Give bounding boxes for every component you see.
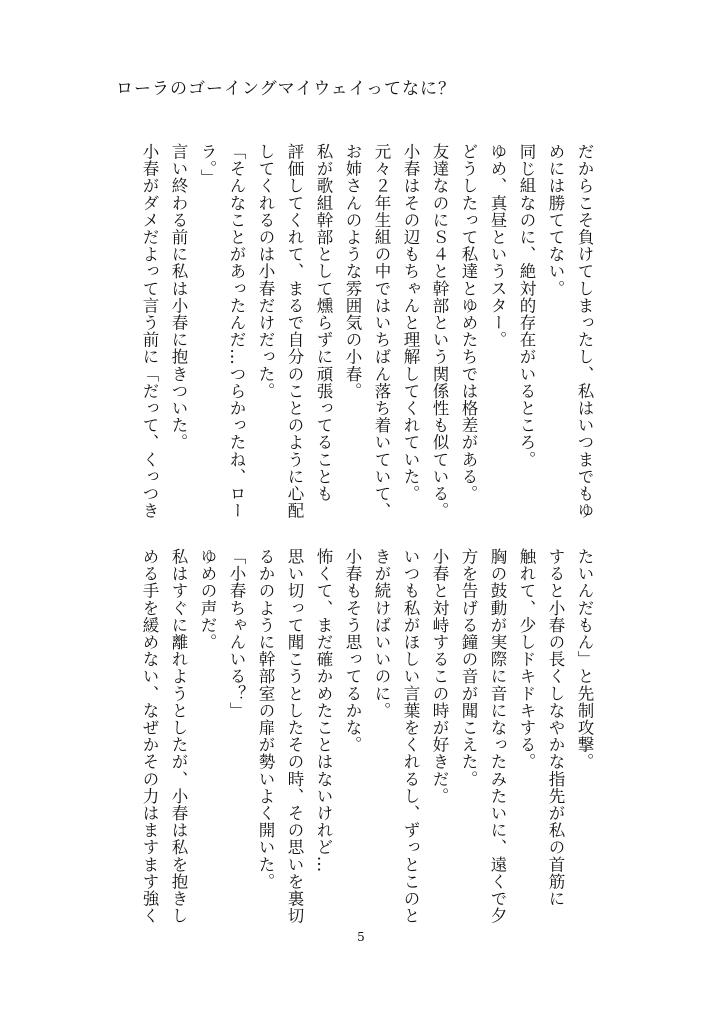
text-column: 触れて、少しドキドキする。 xyxy=(517,548,536,771)
text-column: すると小春の長くしなやかな指先が私の首筋に xyxy=(546,548,565,908)
text-column: お姉さんのような雰囲気の小春。 xyxy=(343,143,362,400)
text-column: ゆめの声だ。 xyxy=(198,548,217,651)
page-number: 5 xyxy=(357,930,365,944)
text-column: 小春と対峙するこの時が好きだ。 xyxy=(430,548,449,805)
text-column: たいんだもん」と先制攻撃。 xyxy=(575,548,594,771)
text-column: 小春もそう思ってるかな。 xyxy=(343,548,362,754)
upper-text-block xyxy=(135,143,599,520)
text-column: 元々２年生組の中ではいちばん落ち着いていて、 xyxy=(372,143,391,520)
text-column: 「小春ちゃんいる？」 xyxy=(227,548,246,719)
page-title: ローラのゴーイングマイウェイってなに？ xyxy=(116,79,456,99)
text-column: るかのように幹部室の扉が勢いよく開いた。 xyxy=(256,548,275,890)
text-column: 「そんなことがあったんだ…つらかったね、ロー xyxy=(227,143,246,520)
text-column: 小春はその辺もちゃんと理解してくれていた。 xyxy=(401,143,420,503)
text-column: ラ。」 xyxy=(198,143,217,187)
text-column: だからこそ負けてしまったし、私はいつまでもゆ xyxy=(575,143,594,520)
text-column: どうしたって私達とゆめたちでは格差がある。 xyxy=(459,143,478,503)
text-column: 小春がダメだよって言う前に「だって、くっつき xyxy=(140,143,159,520)
text-column: めには勝ててない。 xyxy=(546,143,565,297)
lower-text-block xyxy=(135,548,599,925)
text-column: 友達なのにＳ４と幹部という関係性も似ている。 xyxy=(430,143,449,520)
text-column: 思い切って聞こうとしたその時、その思いを裏切 xyxy=(285,548,304,925)
text-column: 私が歌組幹部として燻らずに頑張ってることも xyxy=(314,143,333,503)
text-column: 言い終わる前に私は小春に抱きついた。 xyxy=(169,143,188,451)
text-column: 怖くて、まだ確かめたことはないけれど… xyxy=(314,548,333,873)
text-column: 私はすぐに離れようとしたが、小春は私を抱きし xyxy=(169,548,188,925)
text-column: してくれるのは小春だけだった。 xyxy=(256,143,275,400)
text-column: める手を緩めない、なぜかその力はますます強く xyxy=(140,548,159,925)
text-column: 同じ組なのに、絶対的存在がいるところ。 xyxy=(517,143,536,468)
text-column: 評価してくれて、まるで自分のことのように心配 xyxy=(285,143,304,520)
text-column: きが続けばいいのに。 xyxy=(372,548,391,719)
text-column: 方を告げる鐘の音が聞こえた。 xyxy=(459,548,478,788)
text-column: ゆめ、真昼というスター。 xyxy=(488,143,507,349)
text-column: 胸の鼓動が実際に音になったみたいに、遠くで夕 xyxy=(488,548,507,925)
text-column: いつも私がほしい言葉をくれるし、ずっとこのと xyxy=(401,548,420,925)
